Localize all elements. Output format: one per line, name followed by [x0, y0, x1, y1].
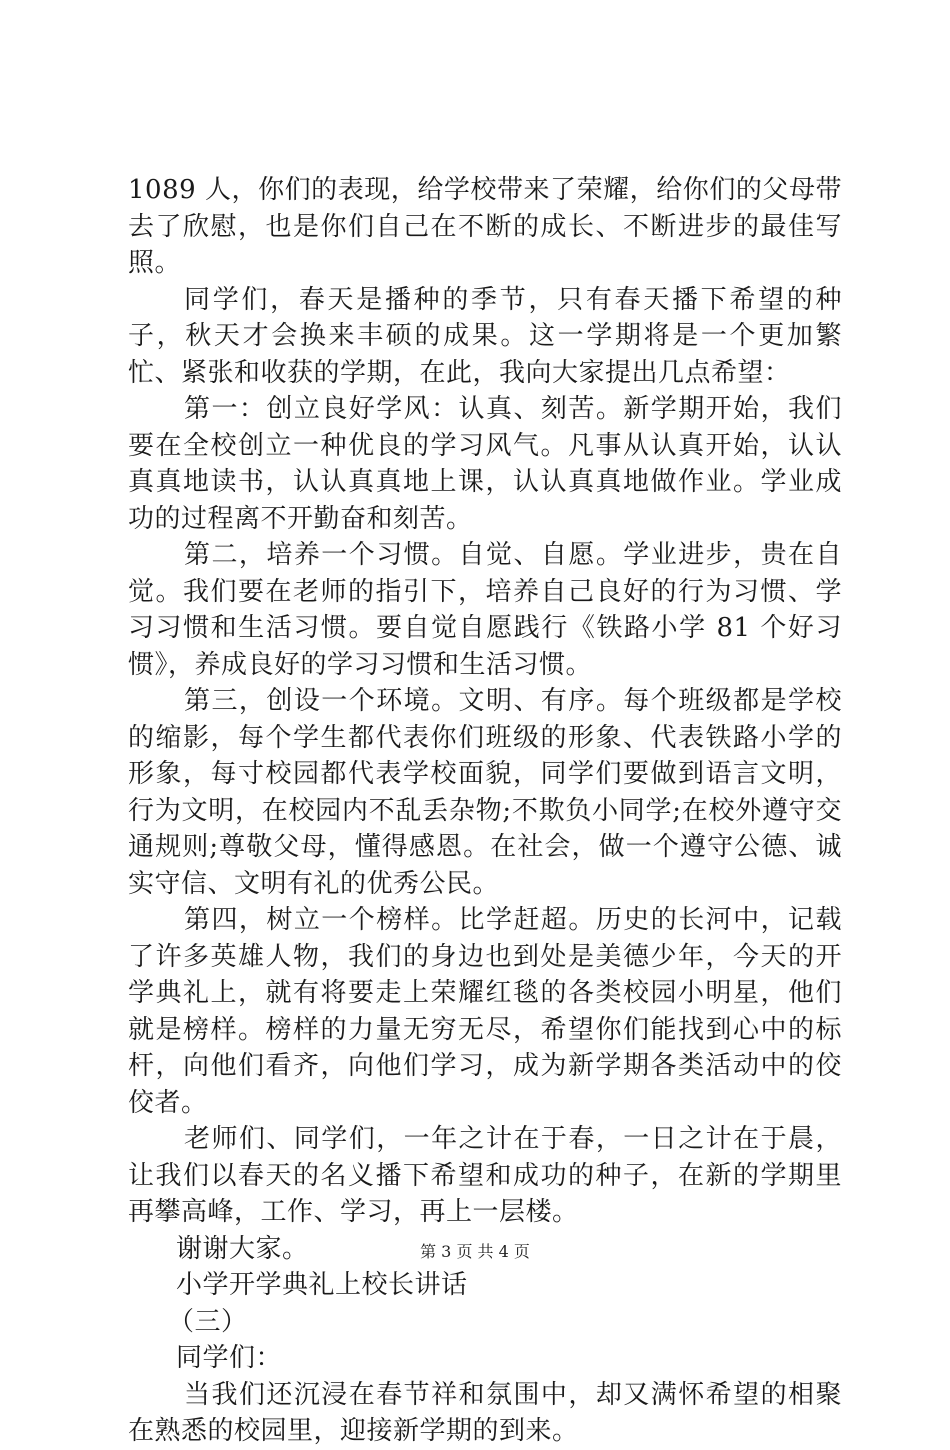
section-number: （三）: [168, 1306, 248, 1337]
paragraph-7: 老师们、同学们，一年之计在于春，一日之计在于晨，让我们以春天的名义播下希望和成功的种子，在新的学期里再攀高峰，工作、学习，再上一层楼。: [128, 1124, 842, 1227]
page-footer: 第 3 页 共 4 页: [420, 1242, 530, 1261]
paragraph-1: 1089 人，你们的表现，给学校带来了荣耀，给你们的父母带去了欣慰，也是你们自己在不断的成长、不断进步的最佳写照。: [128, 175, 842, 278]
section-title: 小学开学典礼上校长讲话: [176, 1270, 468, 1300]
final-paragraph: 当我们还沉浸在春节祥和氛围中，却又满怀希望的相聚在熟悉的校园里，迎接新学期的到来。: [128, 1379, 842, 1446]
paragraph-3: 第一：创立良好学风：认真、刻苦。新学期开始，我们要在全校创立一种优良的学习风气。凡事从认真开始，认认真真地读书，认认真真地上课，认认真真地做作业。学业成功的过程离不开勤奋和刻苦。: [128, 394, 842, 534]
paragraph-5: 第三，创设一个环境。文明、有序。每个班级都是学校的缩影，每个学生都代表你们班级的形象、代表铁路小学的形象，每寸校园都代表学校面貌，同学们要做到语言文明，行为文明，在校园内不乱丢杂物;不欺负小同学;在校外遵守交通规则;尊敬父母，懂得感恩。在社会，做一个遵守公德、诚实守信、文明有礼的优秀公民。: [128, 686, 842, 899]
paragraph-4: 第二，培养一个习惯。自觉、自愿。学业进步，贵在自觉。我们要在老师的指引下，培养自己良好的行为习惯、学习习惯和生活习惯。要自觉自愿践行《铁路小学 81 个好习惯》，养成良好的学习习惯和生活习惯。: [128, 540, 842, 680]
salutation: 同学们：: [176, 1343, 283, 1373]
closing-line: 谢谢大家。: [176, 1233, 309, 1264]
paragraph-2: 同学们，春天是播种的季节，只有春天播下希望的种子，秋天才会换来丰硕的成果。这一学期将是一个更加繁忙、紧张和收获的学期，在此，我向大家提出几点希望：: [128, 284, 842, 388]
paragraph-6: 第四，树立一个榜样。比学赶超。历史的长河中，记载了许多英雄人物，我们的身边也到处是美德少年，今天的开学典礼上，就有将要走上荣耀红毯的各类校园小明星，他们就是榜样。榜样的力量无穷无尽，希望你们能找到心中的标杆，向他们看齐，向他们学习，成为新学期各类活动中的佼佼者。: [128, 905, 842, 1118]
